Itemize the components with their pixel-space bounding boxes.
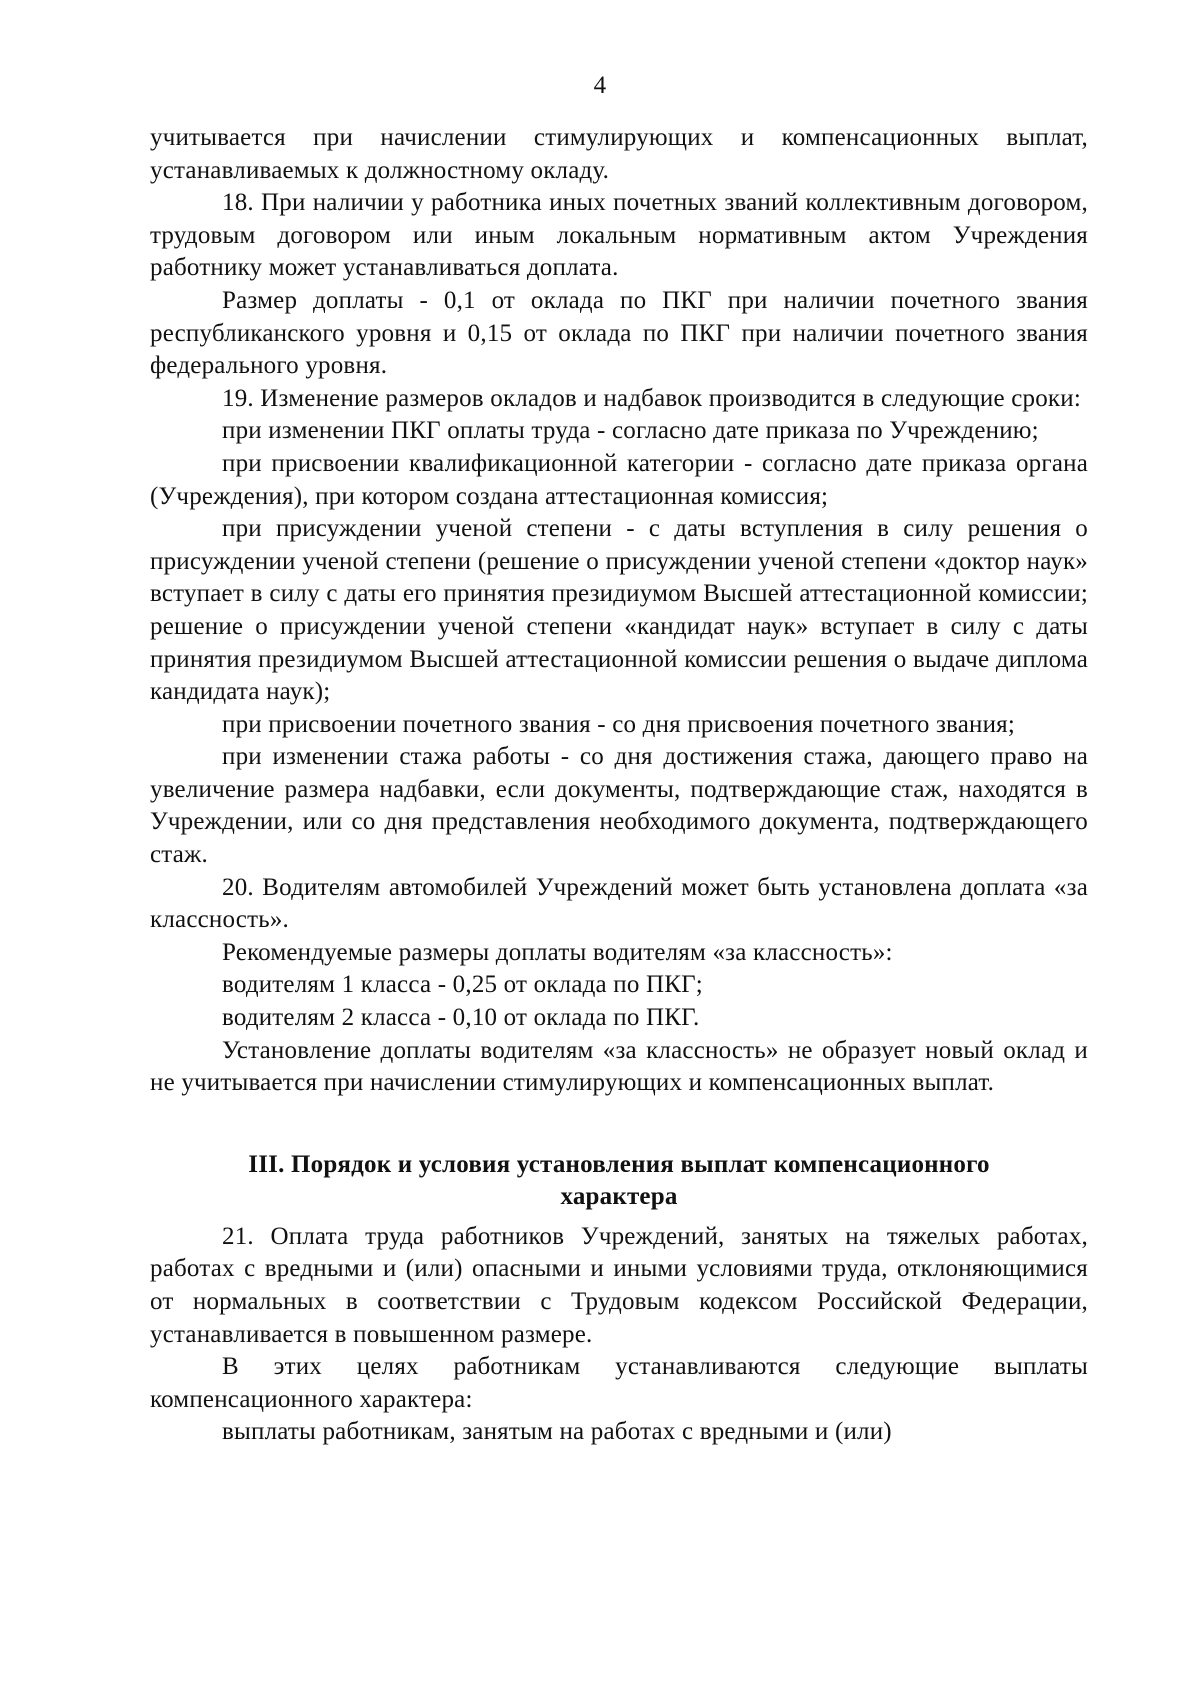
paragraph: Размер доплаты - 0,1 от оклада по ПКГ при наличии почетного звания республиканского уровня и 0,15 от оклада по ПКГ при наличии почетного звания федерального уровня. — [150, 286, 1088, 380]
paragraph: при присвоении почетного звания - со дня присвоения почетного звания; — [222, 710, 1016, 738]
paragraph: В этих целях работникам устанавливаются следующие выплаты компенсационного характера: — [150, 1353, 1088, 1413]
paragraph: 21. Оплата труда работников Учреждений, занятых на тяжелых работах, работах с вредными и (или) опасными и иными условиями труда, отклоняющимися от нормальных в соответствии с Трудовым кодексом Российской Федерации, устанавливается в повышенном размере. — [150, 1222, 1088, 1348]
paragraph: 18. При наличии у работника иных почетных званий коллективным договором, трудовым договором или иным локальным нормативным актом Учреждения работнику может устанавливаться доплата. — [150, 189, 1088, 282]
paragraph: при изменении ПКГ оплаты труда - согласно дате приказа по Учреждению; — [222, 417, 1039, 445]
section-heading-line-1: III. Порядок и условия установления выплат компенсационного — [248, 1150, 990, 1178]
paragraph: Установление доплаты водителям «за классность» не образует новый оклад и не учитывается при начислении стимулирующих и компенсационных выплат. — [150, 1036, 1088, 1097]
paragraph: водителям 2 класса - 0,10 от оклада по ПКГ. — [222, 1004, 700, 1032]
paragraph: при присвоении квалификационной категории - согласно дате приказа органа (Учреждения), при котором создана аттестационная комиссия; — [150, 449, 1088, 510]
paragraph: при изменении стажа работы - со дня достижения стажа, дающего право на увеличение размера надбавки, если документы, подтверждающие стаж, находятся в Учреждении, или со дня представления необходимого документа, подтверждающего стаж. — [150, 743, 1088, 869]
paragraph: водителям 1 класса - 0,25 от оклада по ПКГ; — [222, 971, 703, 999]
paragraph: 20. Водителям автомобилей Учреждений может быть установлена доплата «за классность». — [150, 873, 1088, 934]
paragraphs-before-heading — [150, 122, 1088, 1100]
section-heading — [150, 1149, 1088, 1213]
paragraph: учитывается при начислении стимулирующих и компенсационных выплат, устанавливаемых к должностному окладу. — [150, 124, 1088, 184]
document-body — [150, 122, 1088, 1449]
page-number: 4 — [593, 72, 607, 99]
paragraph: выплаты работникам, занятым на работах с вредными и (или) — [222, 1418, 892, 1446]
paragraphs-after-heading — [150, 1221, 1088, 1449]
paragraph: 19. Изменение размеров окладов и надбавок производится в следующие сроки: — [222, 384, 1081, 412]
paragraph: Рекомендуемые размеры доплаты водителям «за классность»: — [222, 938, 893, 966]
section-heading-line-2: характера — [560, 1182, 678, 1210]
paragraph: при присуждении ученой степени - с даты вступления в силу решения о присуждении ученой степени (решение о присуждении ученой степени «доктор наук» вступает в силу с даты его принятия президиумом Высшей аттестационной комиссии; решение о присуждении ученой степени «кандидат наук» вступает в силу с даты принятия президиумом Высшей аттестационной комиссии решения о выдаче диплома кандидата наук); — [150, 515, 1088, 706]
